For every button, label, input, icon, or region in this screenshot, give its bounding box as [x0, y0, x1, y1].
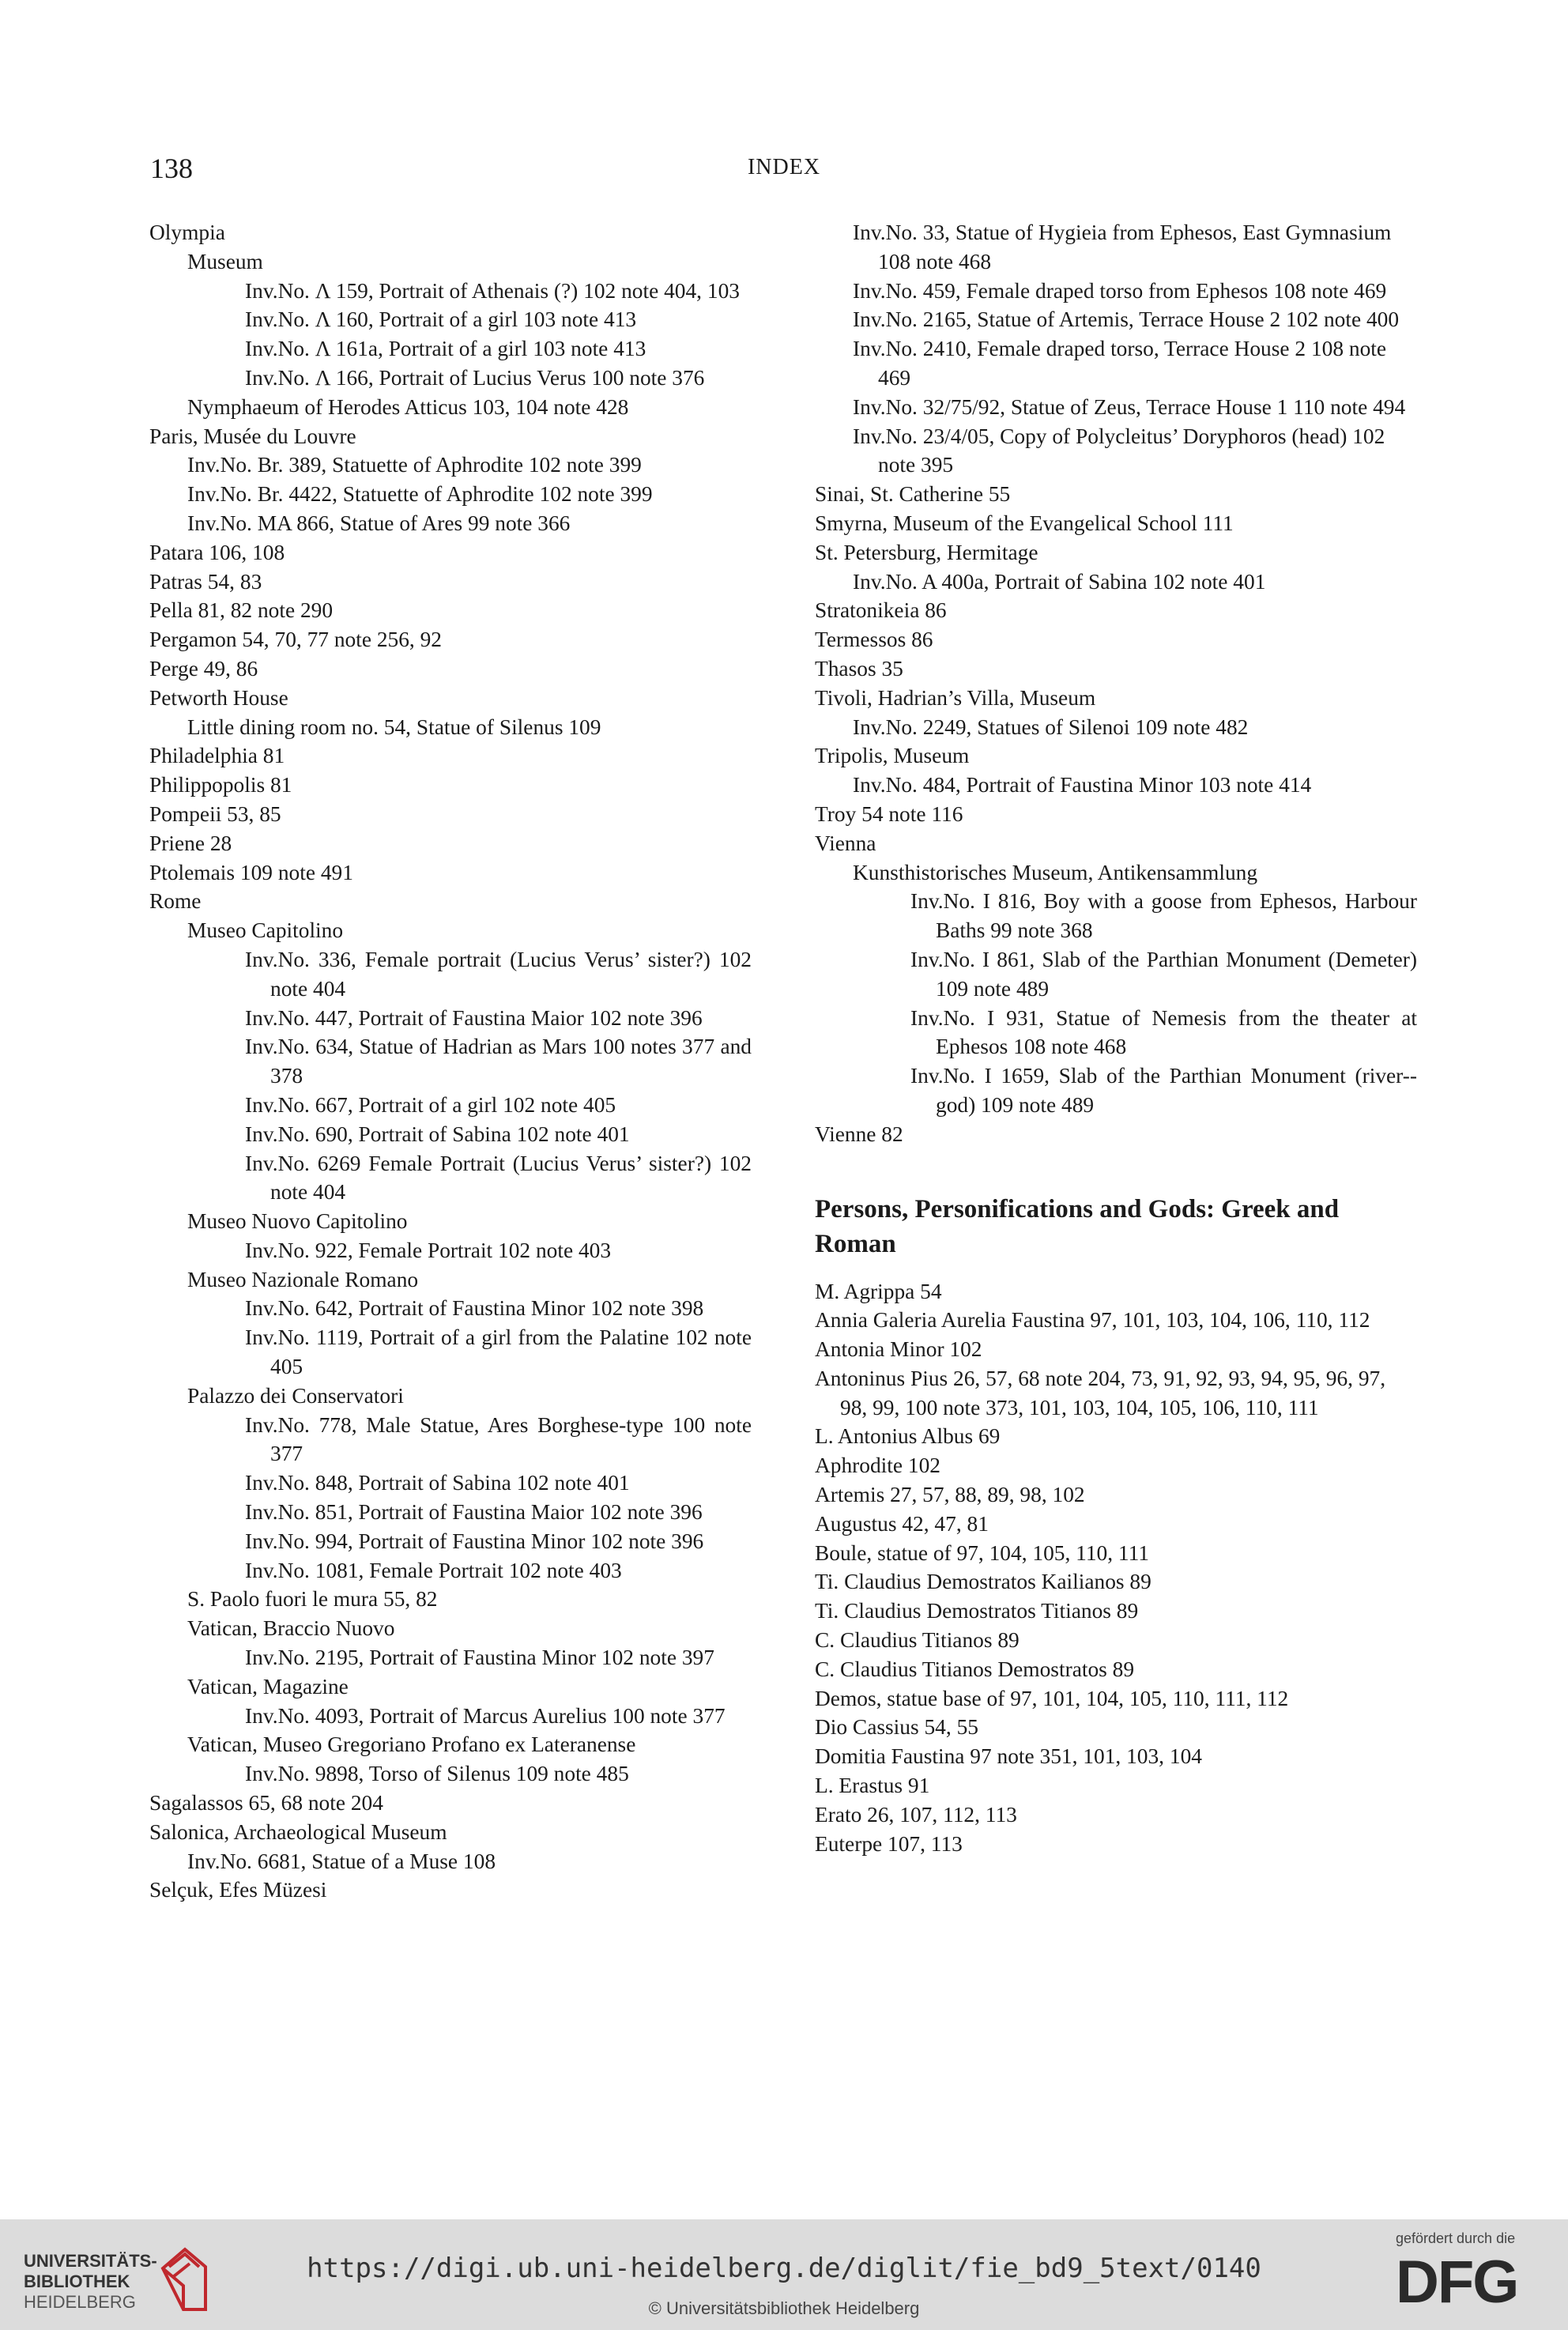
index-entry: Aphrodite 102 — [815, 1453, 940, 1478]
index-entry: Inv.No. 459, Female draped torso from Ephesos 108 note 469 — [853, 278, 1387, 303]
index-entry: S. Paolo fuori le mura 55, 82 — [187, 1587, 438, 1612]
index-entry: Inv.No. 4093, Portrait of Marcus Aurelius 100 note 377 — [245, 1703, 726, 1728]
library-name-line: BIBLIOTHEK — [24, 2272, 130, 2291]
index-entry: Inv.No. I 931, Statue of Nemesis from the theater at Ephesos 108 note 468 — [910, 1005, 1417, 1059]
footer-bar — [0, 2219, 1568, 2330]
index-entry: Ti. Claudius Demostratos Titianos 89 — [815, 1599, 1139, 1623]
index-entry: Domitia Faustina 97 note 351, 101, 103, 104 — [815, 1744, 1202, 1769]
index-entry: Little dining room no. 54, Statue of Silenus 109 — [187, 714, 601, 739]
index-entry: Inv.No. Br. 4422, Statuette of Aphrodite 102 note 399 — [187, 482, 653, 507]
index-entry: Ptolemais 109 note 491 — [149, 860, 353, 884]
index-entry: Museo Nuovo Capitolino — [187, 1209, 408, 1234]
index-list-persons — [815, 1277, 1417, 1859]
index-entry: Inv.No. 922, Female Portrait 102 note 403 — [245, 1238, 612, 1262]
index-entry: Inv.No. 634, Statue of Hadrian as Mars 100 notes 377 and 378 — [245, 1035, 752, 1088]
index-entry: Inv.No. Br. 389, Statuette of Aphrodite 102 note 399 — [187, 453, 642, 477]
index-entry: Rome — [149, 889, 202, 914]
index-entry: Pella 81, 82 note 290 — [149, 598, 334, 623]
index-entry: Philadelphia 81 — [149, 744, 285, 768]
index-entry: Dio Cassius 54, 55 — [815, 1715, 978, 1740]
index-entry: Inv.No. I 861, Slab of the Parthian Monument (Demeter) 109 note 489 — [910, 947, 1417, 1001]
index-entry: Smyrna, Museum of the Evangelical School 111 — [815, 511, 1234, 535]
index-entry: C. Claudius Titianos 89 — [815, 1628, 1020, 1653]
index-entry: Tivoli, Hadrian’s Villa, Museum — [815, 685, 1096, 710]
index-entry: Tripolis, Museum — [815, 744, 970, 768]
index-entry: Inv.No. 32/75/92, Statue of Zeus, Terrace House 1 110 note 494 — [853, 394, 1406, 419]
index-entry: Inv.No. 33, Statue of Hygieia from Ephesos, East Gymnasium 108 note 468 — [853, 221, 1392, 273]
footer-url-link[interactable]: https://digi.ub.uni-heidelberg.de/diglit/fie_bd9_5text/0140 — [307, 2253, 1261, 2284]
index-entry: Inv.No. I 1659, Slab of the Parthian Monument (river--god) 109 note 489 — [910, 1064, 1417, 1117]
index-entry: Paris, Musée du Louvre — [149, 424, 356, 448]
index-entry: Museum — [187, 249, 263, 273]
index-entry: Salonica, Archaeological Museum — [149, 1819, 447, 1844]
index-entry: Inv.No. 994, Portrait of Faustina Minor 102 note 396 — [245, 1529, 704, 1553]
index-entry: Euterpe 107, 113 — [815, 1831, 963, 1856]
index-entry: Inv.No. 2165, Statue of Artemis, Terrace House 2 102 note 400 — [853, 307, 1400, 332]
index-entry: Inv.No. Λ 159, Portrait of Athenais (?) 102 note 404, 103 — [245, 278, 740, 303]
index-entry: Antoninus Pius 26, 57, 68 note 204, 73, 91, 92, 93, 94, 95, 96, 97, 98, 99, 100 note 373, 101, 103, 104, 105, 106, 110, 111 — [815, 1366, 1386, 1419]
index-entry: C. Claudius Titianos Demostratos 89 — [815, 1657, 1135, 1681]
index-entry: Patras 54, 83 — [149, 569, 262, 594]
index-entry: Erato 26, 107, 112, 113 — [815, 1802, 1017, 1827]
index-entry: Inv.No. 2410, Female draped torso, Terrace House 2 108 note 469 — [853, 337, 1387, 390]
index-entry: M. Agrippa 54 — [815, 1279, 942, 1303]
index-entry: Annia Galeria Aurelia Faustina 97, 101, 103, 104, 106, 110, 112 — [815, 1308, 1370, 1333]
index-entry: Augustus 42, 47, 81 — [815, 1511, 989, 1536]
index-entry: Vatican, Magazine — [187, 1674, 349, 1698]
index-entry: Vienna — [815, 831, 876, 855]
index-entry: Museo Capitolino — [187, 918, 344, 943]
funding-caption: gefördert durch die — [1396, 2230, 1516, 2246]
index-entry: L. Antonius Albus 69 — [815, 1424, 1001, 1449]
index-entry: Thasos 35 — [815, 656, 903, 681]
library-name-line: UNIVERSITÄTS- — [24, 2251, 157, 2271]
index-entry: Inv.No. Λ 161a, Portrait of a girl 103 note 413 — [245, 337, 646, 361]
index-entry: Vienne 82 — [815, 1122, 903, 1146]
index-entry: Inv.No. 1081, Female Portrait 102 note 403 — [245, 1558, 622, 1582]
index-entry: Patara 106, 108 — [149, 540, 285, 564]
funder-block[interactable] — [1396, 2230, 1554, 2325]
index-column-right — [815, 218, 1417, 1858]
index-entry: L. Erastus 91 — [815, 1774, 930, 1798]
index-entry: Inv.No. Λ 166, Portrait of Lucius Verus 100 note 376 — [245, 365, 705, 390]
footer-copyright: © Universitätsbibliothek Heidelberg — [648, 2298, 920, 2318]
index-entry: Museo Nazionale Romano — [187, 1267, 419, 1291]
index-entry: Inv.No. 642, Portrait of Faustina Minor 102 note 398 — [245, 1296, 704, 1321]
index-entry: Selçuk, Efes Müzesi — [149, 1878, 327, 1902]
dfg-logo: DFG — [1396, 2249, 1518, 2316]
index-entry: Stratonikeia 86 — [815, 598, 947, 623]
index-entry: Inv.No. MA 866, Statue of Ares 99 note 366 — [187, 511, 571, 535]
index-entry: Inv.No. 9898, Torso of Silenus 109 note 485 — [245, 1762, 629, 1786]
index-entry: Inv.No. I 816, Boy with a goose from Ephesos, Harbour Baths 99 note 368 — [910, 889, 1417, 943]
index-entry: Demos, statue base of 97, 101, 104, 105, 110, 111, 112 — [815, 1686, 1289, 1710]
index-entry: Palazzo dei Conservatori — [187, 1383, 404, 1408]
index-entry: Inv.No. Λ 160, Portrait of a girl 103 note 413 — [245, 307, 637, 332]
index-entry: Priene 28 — [149, 831, 232, 855]
index-entry: Inv.No. 848, Portrait of Sabina 102 note 401 — [245, 1471, 630, 1495]
index-entry: Inv.No. A 400a, Portrait of Sabina 102 note 401 — [853, 569, 1266, 594]
index-entry: Inv.No. 851, Portrait of Faustina Maior 102 note 396 — [245, 1500, 703, 1525]
running-head: INDEX — [747, 155, 821, 179]
index-entry: Inv.No. 484, Portrait of Faustina Minor 103 note 414 — [853, 773, 1312, 797]
section-heading: Persons, Personifications and Gods: Greek and Roman — [815, 1194, 1340, 1258]
index-entry: Inv.No. 6681, Statue of a Muse 108 — [187, 1849, 496, 1873]
index-entry: Inv.No. 336, Female portrait (Lucius Verus’ sister?) 102 note 404 — [245, 947, 752, 1001]
index-entry: Nymphaeum of Herodes Atticus 103, 104 note 428 — [187, 394, 629, 419]
index-entry: Inv.No. 690, Portrait of Sabina 102 note 401 — [245, 1122, 630, 1146]
index-entry: Sinai, St. Catherine 55 — [815, 482, 1011, 507]
index-entry: Boule, statue of 97, 104, 105, 110, 111 — [815, 1540, 1149, 1565]
index-entry: Inv.No. 1119, Portrait of a girl from the Palatine 102 note 405 — [245, 1325, 752, 1379]
index-column-left — [149, 218, 752, 1905]
index-entry: Inv.No. 447, Portrait of Faustina Maior 102 note 396 — [245, 1005, 703, 1030]
index-entry: Perge 49, 86 — [149, 656, 258, 681]
index-entry: Inv.No. 2249, Statues of Silenoi 109 note 482 — [853, 714, 1249, 739]
index-list-places-continued — [815, 218, 1417, 1149]
index-entry: Inv.No. 667, Portrait of a girl 102 note 405 — [245, 1092, 616, 1117]
index-entry: Troy 54 note 116 — [815, 801, 963, 826]
index-entry: Pompeii 53, 85 — [149, 801, 281, 826]
index-entry: St. Petersburg, Hermitage — [815, 540, 1038, 564]
index-entry: Ti. Claudius Demostratos Kailianos 89 — [815, 1570, 1152, 1594]
index-entry: Termessos 86 — [815, 628, 933, 652]
index-entry: Pergamon 54, 70, 77 note 256, 92 — [149, 628, 443, 652]
index-entry: Olympia — [149, 221, 225, 244]
index-entry: Philippopolis 81 — [149, 773, 292, 797]
index-entry: Artemis 27, 57, 88, 89, 98, 102 — [815, 1483, 1085, 1507]
index-entry: Sagalassos 65, 68 note 204 — [149, 1791, 383, 1815]
index-entry: Petworth House — [149, 685, 288, 710]
index-entry: Inv.No. 778, Male Statue, Ares Borghese-type 100 note 377 — [245, 1412, 752, 1466]
index-entry: Kunsthistorisches Museum, Antikensammlung — [853, 860, 1258, 884]
index-entry: Vatican, Braccio Nuovo — [187, 1616, 395, 1641]
index-entry: Antonia Minor 102 — [815, 1337, 982, 1362]
page-number: 138 — [150, 153, 193, 184]
index-entry: Inv.No. 6269 Female Portrait (Lucius Verus’ sister?) 102 note 404 — [245, 1151, 752, 1205]
index-entry: Inv.No. 2195, Portrait of Faustina Minor 102 note 397 — [245, 1646, 714, 1670]
index-entry: Vatican, Museo Gregoriano Profano ex Lateranense — [187, 1732, 636, 1757]
library-city: HEIDELBERG — [24, 2292, 136, 2312]
index-entry: Inv.No. 23/4/05, Copy of Polycleitus’ Doryphoros (head) 102 note 395 — [853, 424, 1385, 477]
